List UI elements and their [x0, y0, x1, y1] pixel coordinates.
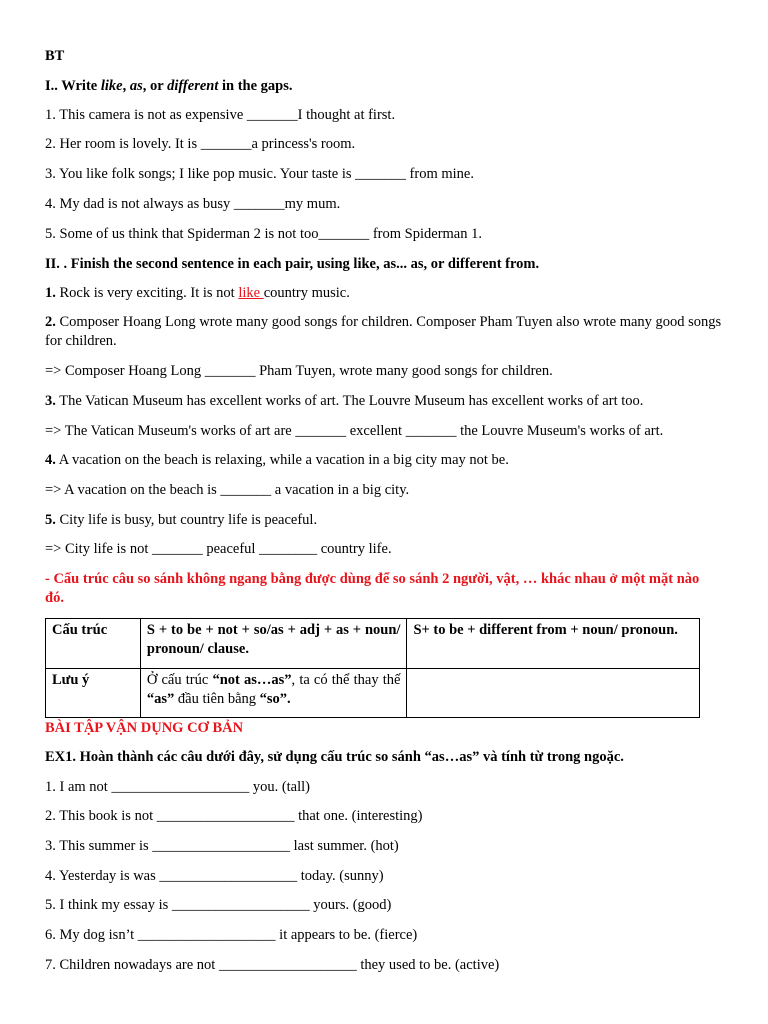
part1-item: 5. Some of us think that Spiderman 2 is not too_______ from Spiderman 1. [45, 226, 482, 242]
part1-item: 2. Her room is lovely. It is _______a princess's room. [45, 136, 356, 152]
ex1-item: 5. I think my essay is ___________________ yours. (good) [45, 897, 392, 913]
part2-rewrite-2: => Composer Hoang Long _______ Pham Tuyen, wrote many good songs for children. [45, 363, 553, 379]
part1-item: 3. You like folk songs; I like pop music. Your taste is _______ from mine. [45, 166, 474, 182]
part2-rewrite-5: => City life is not _______ peaceful ________ country life. [45, 541, 392, 557]
grammar-note: - Cấu trúc câu so sánh không ngang bằng được dùng để so sánh 2 người, vật, … khác nhau ở một mặt nào đó. [45, 571, 700, 606]
ex1-heading: EX1. Hoàn thành các câu dưới đây, sử dụng cấu trúc so sánh “as…as” và tính từ trong ngoặc. [45, 749, 624, 765]
table-cell: S + to be + not + so/as + adj + as + noun/ pronoun/ clause. [140, 619, 407, 669]
table-row [46, 669, 700, 718]
part2-question-4: 4. A vacation on the beach is relaxing, while a vacation in a big city may not be. [45, 452, 509, 468]
answer-like: like [238, 285, 264, 301]
part2-question-2: 2. Composer Hoang Long wrote many good songs for children. Composer Pham Tuyen also wrote many good songs for children. [45, 314, 722, 349]
part2-question-5: 5. City life is busy, but country life is peaceful. [45, 512, 318, 528]
ex1-item: 4. Yesterday is was ___________________ today. (sunny) [45, 868, 384, 884]
ex1-item: 7. Children nowadays are not ___________________ they used to be. (active) [45, 957, 500, 973]
part1-item: 1. This camera is not as expensive _______I thought at first. [45, 107, 396, 123]
table-cell-label: Cấu trúc [46, 619, 141, 669]
practice-heading: BÀI TẬP VẬN DỤNG CƠ BẢN [45, 720, 244, 736]
grammar-table [45, 618, 700, 718]
part2-question-1: 1. Rock is very exciting. It is not like country music. [45, 285, 350, 301]
ex1-item: 1. I am not ___________________ you. (tall) [45, 779, 311, 795]
table-cell: S+ to be + different from + noun/ pronoun. [407, 619, 700, 669]
part2-heading: II. . Finish the second sentence in each pair, using like, as... as, or different from. [45, 256, 540, 272]
part2-rewrite-3: => The Vatican Museum's works of art are _______ excellent _______ the Louvre Museum's works of art. [45, 423, 664, 439]
doc-title: BT [45, 48, 65, 64]
table-cell-label: Lưu ý [46, 669, 141, 718]
part1-heading: I.. Write like, as, or different in the gaps. [45, 78, 293, 94]
part2-rewrite-4: => A vacation on the beach is _______ a vacation in a big city. [45, 482, 410, 498]
table-cell: Ở cấu trúc “not as…as”, ta có thể thay thế “as” đầu tiên bằng “so”. [140, 669, 407, 718]
part2-question-3: 3. The Vatican Museum has excellent works of art. The Louvre Museum has excellent works of art too. [45, 393, 644, 409]
ex1-item: 3. This summer is ___________________ last summer. (hot) [45, 838, 399, 854]
ex1-item: 2. This book is not ___________________ that one. (interesting) [45, 808, 423, 824]
ex1-item: 6. My dog isn’t ___________________ it appears to be. (fierce) [45, 927, 418, 943]
table-cell-empty [407, 669, 700, 718]
table-row [46, 619, 700, 669]
part1-item: 4. My dad is not always as busy _______my mum. [45, 196, 341, 212]
